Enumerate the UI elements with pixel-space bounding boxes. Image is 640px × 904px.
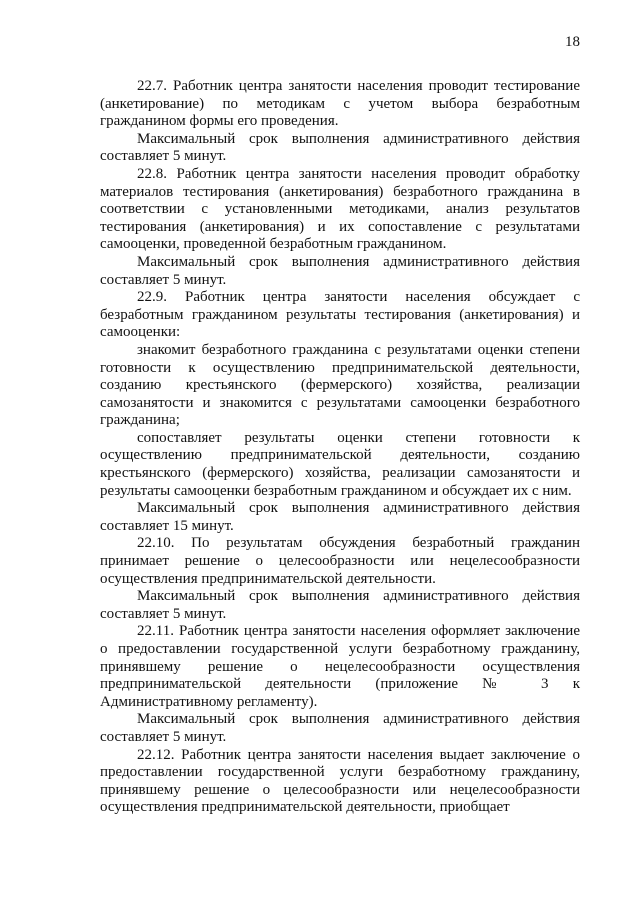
paragraph-22-8: 22.8. Работник центра занятости населения проводит обработку материалов тестирования (анкетирования) безработного гражданина в соответствии с установленными методиками, анализ результатов тестирования (анкетирования) и их сопоставление с результатами самооценки, проведенной безработным гражданином.	[100, 165, 580, 253]
paragraph-introduces: знакомит безработного гражданина с результатами оценки степени готовности к осуществлению предпринимательской деятельности, созданию крестьянского (фермерского) хозяйства, реализации самозанятости и знакомится с результатами самооценки безработного гражданина;	[100, 341, 580, 429]
paragraph-max-time: Максимальный срок выполнения административного действия составляет 15 минут.	[100, 500, 580, 534]
paragraph-max-time: Максимальный срок выполнения административного действия составляет 5 минут.	[100, 253, 580, 288]
paragraph-22-12: 22.12. Работник центра занятости населения выдает заключение о предоставлении государственной услуги безработному гражданину, принявшему решение о целесообразности или нецелесообразности осуществления предпринимательской деятельности, приобщает	[100, 746, 580, 816]
paragraph-22-7: 22.7. Работник центра занятости населения проводит тестирование (анкетирование) по методикам с учетом выбора безработным гражданином формы его проведения.	[100, 78, 580, 130]
page-number: 18	[565, 34, 580, 50]
paragraph-22-10: 22.10. По результатам обсуждения безработный гражданин принимает решение о целесообразности или нецелесообразности осуществления предпринимательской деятельности.	[100, 535, 580, 587]
paragraph-compares: сопоставляет результаты оценки степени готовности к осуществлению предпринимательской деятельности, созданию крестьянского (фермерского) хозяйства, реализации самозанятости и результаты самооценки безработным гражданином и обсуждает их с ним.	[100, 429, 580, 499]
paragraph-max-time: Максимальный срок выполнения административного действия составляет 5 минут.	[100, 711, 580, 745]
paragraph-22-9: 22.9. Работник центра занятости населения обсуждает с безработным гражданином результаты тестирования (анкетирования) и самооценки:	[100, 289, 580, 341]
paragraph-22-11: 22.11. Работник центра занятости населения оформляет заключение о предоставлении государственной услуги безработному гражданину, принявшему решение о нецелесообразности осуществления предпринимательской деятельности (приложение № 3 к Административному регламенту).	[100, 623, 580, 710]
paragraph-max-time: Максимальный срок выполнения административного действия составляет 5 минут.	[100, 588, 580, 622]
paragraph-max-time: Максимальный срок выполнения административного действия составляет 5 минут.	[100, 130, 580, 165]
